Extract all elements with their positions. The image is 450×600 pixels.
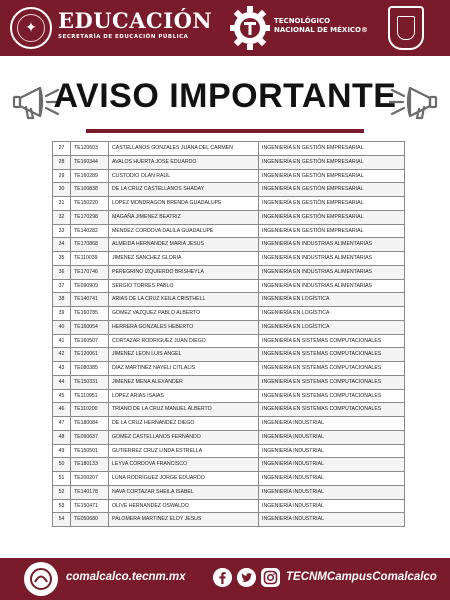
table-row xyxy=(53,375,405,389)
program-name: INGENIERÍA EN GESTIÓN EMPRESARIAL xyxy=(259,210,405,224)
table-row xyxy=(53,485,405,499)
student-name: MENDEZ CORDOVA DALILA GUADALUPE xyxy=(109,224,259,238)
student-name: MAGAÑA JIMENEZ BEATRIZ xyxy=(109,210,259,224)
education-title: EDUCACIÓN xyxy=(58,8,213,33)
tecnm-logo-text xyxy=(274,17,368,35)
control-number: TE160054 xyxy=(71,320,109,334)
student-table xyxy=(52,141,404,527)
table-row xyxy=(53,417,405,431)
table-row xyxy=(53,403,405,417)
program-name: INGENIERÍA EN SISTEMAS COMPUTACIONALES xyxy=(259,348,405,362)
control-number: TE170746 xyxy=(71,265,109,279)
program-name: INGENIERÍA EN GESTIÓN EMPRESARIAL xyxy=(259,183,405,197)
control-number: TE120603 xyxy=(71,142,109,156)
row-number: 47 xyxy=(53,417,71,431)
row-number: 51 xyxy=(53,472,71,486)
program-name: INGENIERÍA INDUSTRIAL xyxy=(259,444,405,458)
row-number: 29 xyxy=(53,169,71,183)
program-name: INGENIERÍA EN GESTIÓN EMPRESARIAL xyxy=(259,169,405,183)
control-number: TE180084 xyxy=(71,417,109,431)
program-name: INGENIERÍA EN SISTEMAS COMPUTACIONALES xyxy=(259,389,405,403)
control-number: TE140282 xyxy=(71,224,109,238)
control-number: TE150471 xyxy=(71,499,109,513)
program-name: INGENIERÍA EN SISTEMAS COMPUTACIONALES xyxy=(259,375,405,389)
table-row xyxy=(53,252,405,266)
student-name: LOPEZ MONDRAGON BRENDA GUADALUPE xyxy=(109,197,259,211)
student-name: TRIANO DE LA CRUZ MANUEL ALBERTO xyxy=(109,403,259,417)
program-name: INGENIERÍA EN GESTIÓN EMPRESARIAL xyxy=(259,155,405,169)
row-number: 28 xyxy=(53,155,71,169)
table-row xyxy=(53,238,405,252)
twitter-icon[interactable] xyxy=(237,568,256,587)
student-name: JIMENEZ MENA ALEXANDER xyxy=(109,375,259,389)
footer-band xyxy=(0,558,450,600)
table-body xyxy=(53,142,405,527)
table-row xyxy=(53,307,405,321)
student-name: AVALOS HUERTA JOSE EDUARDO xyxy=(109,155,259,169)
control-number: TE160344 xyxy=(71,155,109,169)
row-number: 38 xyxy=(53,293,71,307)
program-name: INGENIERÍA EN INDUSTRIAS ALIMENTARIAS xyxy=(259,265,405,279)
program-name: INGENIERÍA INDUSTRIAL xyxy=(259,417,405,431)
control-number: TE160289 xyxy=(71,169,109,183)
program-name: INGENIERÍA INDUSTRIAL xyxy=(259,499,405,513)
program-name: INGENIERÍA EN LOGÍSTICA xyxy=(259,293,405,307)
table-row xyxy=(53,472,405,486)
facebook-icon[interactable] xyxy=(213,568,232,587)
control-number: TE110951 xyxy=(71,389,109,403)
row-number: 46 xyxy=(53,403,71,417)
student-name: LEYVA CORDOVA FRANCISCO xyxy=(109,458,259,472)
table-row xyxy=(53,513,405,527)
control-number: TE120061 xyxy=(71,348,109,362)
control-number: TE170298 xyxy=(71,210,109,224)
page-title: AVISO IMPORTANTE xyxy=(53,77,397,115)
state-crest-icon xyxy=(388,6,424,50)
table-row xyxy=(53,362,405,376)
table-row xyxy=(53,224,405,238)
control-number: TE160507 xyxy=(71,334,109,348)
student-name: LOPEZ ARIAS ISAIAS xyxy=(109,389,259,403)
student-name: CASTELLANOS GONZALES JUANA DEL CARMEN xyxy=(109,142,259,156)
row-number: 30 xyxy=(53,183,71,197)
program-name: INGENIERÍA EN GESTIÓN EMPRESARIAL xyxy=(259,142,405,156)
table-row xyxy=(53,183,405,197)
row-number: 37 xyxy=(53,279,71,293)
student-name: GOMEZ CASTELLANOS FERNANDO xyxy=(109,430,259,444)
student-name: DE LA CRUZ CASTELLANOS SHADAY xyxy=(109,183,259,197)
instagram-icon[interactable] xyxy=(261,568,280,587)
table-row xyxy=(53,444,405,458)
control-number: TE150220 xyxy=(71,197,109,211)
row-number: 27 xyxy=(53,142,71,156)
header-band xyxy=(0,0,450,56)
control-number: TE110200 xyxy=(71,403,109,417)
row-number: 36 xyxy=(53,265,71,279)
program-name: INGENIERÍA INDUSTRIAL xyxy=(259,485,405,499)
table-row xyxy=(53,279,405,293)
table-row xyxy=(53,210,405,224)
student-name: DE LA CRUZ HERNANDEZ DIEGO xyxy=(109,417,259,431)
program-name: INGENIERÍA EN GESTIÓN EMPRESARIAL xyxy=(259,224,405,238)
control-number: TE160785 xyxy=(71,307,109,321)
student-name: JIMENEZ SANCHEZ GLORIA xyxy=(109,252,259,266)
control-number: TE150501 xyxy=(71,444,109,458)
student-name: PEREGRINO IZQUIERDO BRISHEYLA xyxy=(109,265,259,279)
row-number: 48 xyxy=(53,430,71,444)
control-number: TE050680 xyxy=(71,513,109,527)
student-name: GUTIERREZ CRUZ LINDA ESTRELLA xyxy=(109,444,259,458)
student-name: HERRERA GONZALES HEBERTO xyxy=(109,320,259,334)
tec-line-2: NACIONAL DE MÉXICO® xyxy=(274,26,369,34)
social-handle[interactable]: TECNMCampusComalcalco xyxy=(286,571,437,583)
row-number: 33 xyxy=(53,224,71,238)
program-name: INGENIERÍA EN SISTEMAS COMPUTACIONALES xyxy=(259,362,405,376)
control-number: TE100838 xyxy=(71,183,109,197)
student-name: PALOMERA MARTINEZ ELOY JESUS xyxy=(109,513,259,527)
row-number: 40 xyxy=(53,320,71,334)
program-name: INGENIERÍA EN SISTEMAS COMPUTACIONALES xyxy=(259,334,405,348)
control-number: TE170868 xyxy=(71,238,109,252)
control-number: TE200207 xyxy=(71,472,109,486)
student-name: ALMEIDA HERNANDEZ MARIA JESUS xyxy=(109,238,259,252)
program-name: INGENIERÍA INDUSTRIAL xyxy=(259,513,405,527)
student-name: ARIAS DE LA CRUZ KEILA CRISTHELL xyxy=(109,293,259,307)
website-link[interactable]: comalcalco.tecnm.mx xyxy=(66,571,186,583)
education-subtitle: SECRETARÍA DE EDUCACIÓN PÚBLICA xyxy=(58,34,189,40)
row-number: 45 xyxy=(53,389,71,403)
row-number: 43 xyxy=(53,362,71,376)
control-number: TE090637 xyxy=(71,430,109,444)
program-name: INGENIERÍA INDUSTRIAL xyxy=(259,430,405,444)
program-name: INGENIERÍA INDUSTRIAL xyxy=(259,472,405,486)
student-name: JIMENEZ LEON LUIS ANGEL xyxy=(109,348,259,362)
program-name: INGENIERÍA INDUSTRIAL xyxy=(259,458,405,472)
mexican-seal-icon: ✦ xyxy=(10,7,52,49)
program-name: INGENIERÍA EN INDUSTRIAS ALIMENTARIAS xyxy=(259,279,405,293)
program-name: INGENIERÍA EN LOGÍSTICA xyxy=(259,307,405,321)
row-number: 42 xyxy=(53,348,71,362)
table-row xyxy=(53,155,405,169)
table-row xyxy=(53,499,405,513)
tecnm-gear-icon xyxy=(230,6,270,50)
table-row xyxy=(53,142,405,156)
student-name: SERGIO TORRES PABLO xyxy=(109,279,259,293)
row-number: 35 xyxy=(53,252,71,266)
tec-line-1: TECNOLÓGICO xyxy=(274,17,331,25)
notice-banner xyxy=(0,60,450,138)
program-name: INGENIERÍA EN GESTIÓN EMPRESARIAL xyxy=(259,197,405,211)
student-name: OLIVE HERNANDEZ OSWALDO xyxy=(109,499,259,513)
row-number: 41 xyxy=(53,334,71,348)
row-number: 50 xyxy=(53,458,71,472)
row-number: 53 xyxy=(53,499,71,513)
control-number: TE180133 xyxy=(71,458,109,472)
row-number: 52 xyxy=(53,485,71,499)
control-number: TE150331 xyxy=(71,375,109,389)
student-name: GOMEZ VAZQUEZ PABLO ALBERTO xyxy=(109,307,259,321)
student-name: DIAZ MARTINEZ NAYELI CITLALIS xyxy=(109,362,259,376)
row-number: 44 xyxy=(53,375,71,389)
table-row xyxy=(53,320,405,334)
student-name: NAVA CORTAZAR SHEILA ISABEL xyxy=(109,485,259,499)
student-name: LUNA RODRIGUEZ JORGE EDUARDO xyxy=(109,472,259,486)
control-number: TE140178 xyxy=(71,485,109,499)
row-number: 34 xyxy=(53,238,71,252)
title-underline xyxy=(86,129,364,133)
program-name: INGENIERÍA EN SISTEMAS COMPUTACIONALES xyxy=(259,403,405,417)
row-number: 54 xyxy=(53,513,71,527)
control-number: TE110039 xyxy=(71,252,109,266)
table-row xyxy=(53,293,405,307)
table-row xyxy=(53,265,405,279)
megaphone-icon xyxy=(380,76,444,128)
table-row xyxy=(53,458,405,472)
row-number: 32 xyxy=(53,210,71,224)
table-row xyxy=(53,169,405,183)
student-name: CUSTODIO OLAN RAUL xyxy=(109,169,259,183)
table-row xyxy=(53,348,405,362)
education-logo xyxy=(58,10,212,40)
program-name: INGENIERÍA EN INDUSTRIAS ALIMENTARIAS xyxy=(259,252,405,266)
program-name: INGENIERÍA EN INDUSTRIAS ALIMENTARIAS xyxy=(259,238,405,252)
table-row xyxy=(53,334,405,348)
row-number: 39 xyxy=(53,307,71,321)
table-row xyxy=(53,197,405,211)
row-number: 31 xyxy=(53,197,71,211)
control-number: TE080385 xyxy=(71,362,109,376)
table-row xyxy=(53,389,405,403)
table-row xyxy=(53,430,405,444)
student-name: CORTAZAR RODRIGUEZ JUAN DIEGO xyxy=(109,334,259,348)
program-name: INGENIERÍA EN LOGÍSTICA xyxy=(259,320,405,334)
campus-logo-icon xyxy=(24,562,58,596)
row-number: 49 xyxy=(53,444,71,458)
control-number: TE140741 xyxy=(71,293,109,307)
control-number: TE090909 xyxy=(71,279,109,293)
